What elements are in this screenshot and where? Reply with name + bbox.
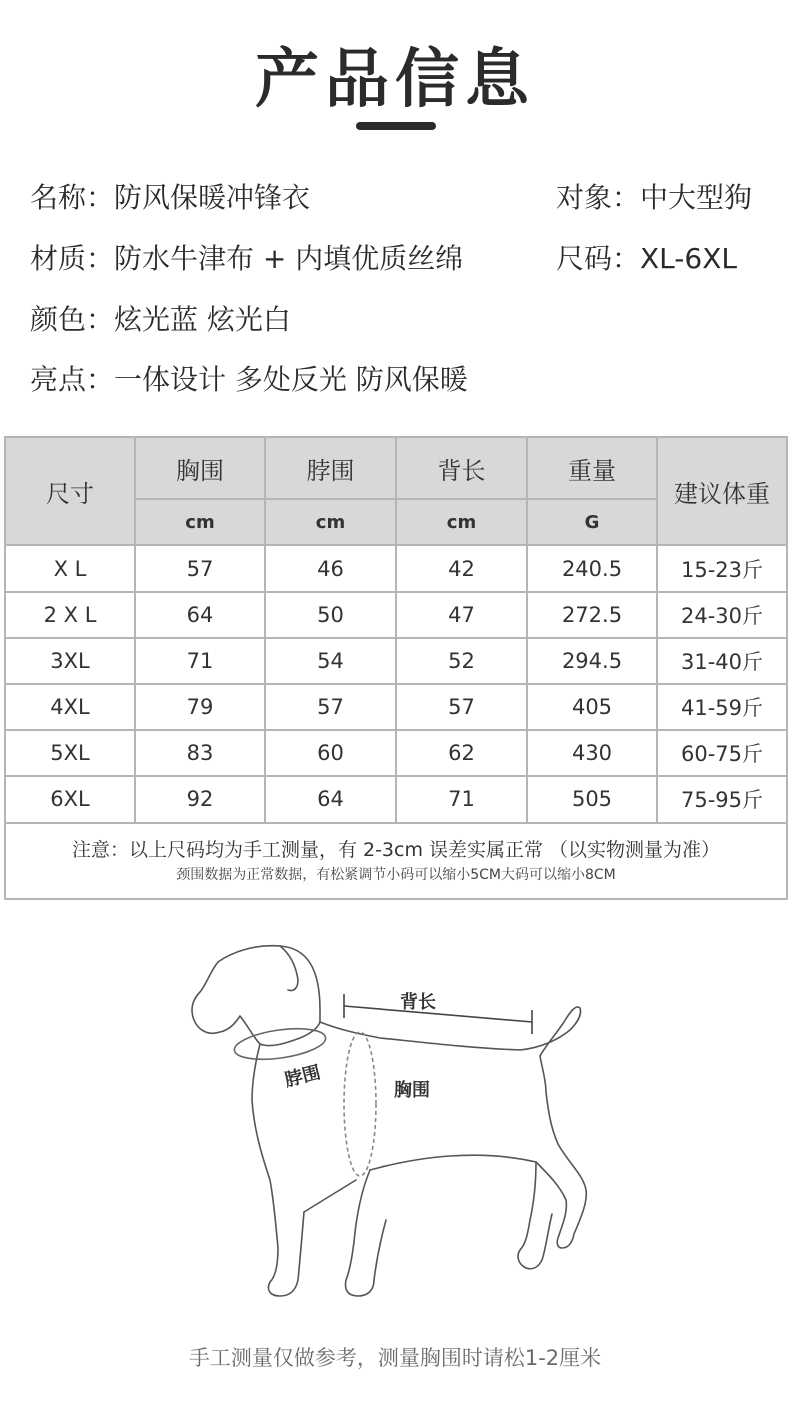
cell-suggest: 15-23斤 bbox=[657, 545, 787, 591]
unit-back: cm bbox=[396, 499, 527, 545]
dog-leg-inner bbox=[304, 1180, 356, 1212]
note-neck: 颈围数据为正常数据，有松紧调节小码可以缩小5CM大码可以缩小8CM bbox=[176, 866, 616, 883]
cell-weight: 430 bbox=[527, 730, 657, 776]
cell-size: 5XL bbox=[5, 730, 135, 776]
unit-weight: G bbox=[527, 499, 657, 545]
info-material: 材质：防水牛津布 + 内填优质丝绵 bbox=[30, 242, 464, 275]
table-row bbox=[5, 592, 787, 638]
dog-belly bbox=[370, 1155, 536, 1170]
dog-hind-leg bbox=[518, 1162, 552, 1269]
cell-chest: 83 bbox=[135, 730, 265, 776]
cell-neck: 57 bbox=[265, 684, 396, 730]
cell-back: 57 bbox=[396, 684, 527, 730]
header-size: 尺寸 bbox=[5, 437, 135, 545]
info-highlight: 亮点：一体设计 多处反光 防风保暖 bbox=[30, 363, 468, 396]
table-row bbox=[5, 545, 787, 591]
note-measure: 注意：以上尺码均为手工测量，有 2-3cm 误差实属正常 （以实物测量为准） bbox=[71, 839, 721, 862]
cell-chest: 79 bbox=[135, 684, 265, 730]
back-measure-line bbox=[344, 1006, 532, 1022]
cell-neck: 46 bbox=[265, 545, 396, 591]
cell-size: 3XL bbox=[5, 638, 135, 684]
info-name: 名称：防风保暖冲锋衣 bbox=[30, 181, 311, 214]
cell-suggest: 60-75斤 bbox=[657, 730, 787, 776]
cell-back: 47 bbox=[396, 592, 527, 638]
page-title: 产品信息 bbox=[255, 43, 535, 117]
header-weight: 重量 bbox=[527, 437, 657, 499]
size-table bbox=[4, 436, 788, 900]
cell-back: 42 bbox=[396, 545, 527, 591]
cell-suggest: 24-30斤 bbox=[657, 592, 787, 638]
table-row bbox=[5, 730, 787, 776]
info-color: 颜色：炫光蓝 炫光白 bbox=[30, 303, 291, 336]
table-note bbox=[5, 823, 787, 899]
dog-outline bbox=[192, 946, 320, 1046]
cell-back: 52 bbox=[396, 638, 527, 684]
cell-size: 4XL bbox=[5, 684, 135, 730]
cell-back: 62 bbox=[396, 730, 527, 776]
cell-weight: 294.5 bbox=[527, 638, 657, 684]
cell-neck: 54 bbox=[265, 638, 396, 684]
table-row bbox=[5, 684, 787, 730]
header-chest: 胸围 bbox=[135, 437, 265, 499]
header-suggest: 建议体重 bbox=[657, 437, 787, 545]
cell-weight: 272.5 bbox=[527, 592, 657, 638]
cell-size: 2 X L bbox=[5, 592, 135, 638]
cell-size: X L bbox=[5, 545, 135, 591]
info-target: 对象：中大型狗 bbox=[556, 181, 753, 214]
neck-label: 脖围 bbox=[282, 1062, 323, 1092]
cell-back: 71 bbox=[396, 776, 527, 822]
footer-note: 手工测量仅做参考，测量胸围时请松1-2厘米 bbox=[188, 1346, 602, 1370]
cell-weight: 405 bbox=[527, 684, 657, 730]
cell-weight: 240.5 bbox=[527, 545, 657, 591]
cell-suggest: 41-59斤 bbox=[657, 684, 787, 730]
back-length-label: 背长 bbox=[400, 992, 436, 1013]
cell-suggest: 75-95斤 bbox=[657, 776, 787, 822]
header-back: 背长 bbox=[396, 437, 527, 499]
cell-suggest: 31-40斤 bbox=[657, 638, 787, 684]
cell-chest: 57 bbox=[135, 545, 265, 591]
info-size: 尺码：XL-6XL bbox=[556, 242, 737, 275]
title-underline bbox=[356, 122, 436, 130]
cell-neck: 60 bbox=[265, 730, 396, 776]
unit-chest: cm bbox=[135, 499, 265, 545]
header-neck: 脖围 bbox=[265, 437, 396, 499]
dog-front-leg bbox=[346, 1170, 387, 1296]
chest-measure-ring bbox=[344, 1032, 376, 1176]
cell-size: 6XL bbox=[5, 776, 135, 822]
dog-back-line bbox=[320, 1007, 586, 1248]
cell-neck: 64 bbox=[265, 776, 396, 822]
table-row bbox=[5, 776, 787, 822]
cell-chest: 71 bbox=[135, 638, 265, 684]
chest-label: 胸围 bbox=[394, 1080, 430, 1101]
cell-neck: 50 bbox=[265, 592, 396, 638]
cell-chest: 92 bbox=[135, 776, 265, 822]
unit-neck: cm bbox=[265, 499, 396, 545]
cell-weight: 505 bbox=[527, 776, 657, 822]
dog-measure-diagram bbox=[170, 930, 610, 1310]
cell-chest: 64 bbox=[135, 592, 265, 638]
dog-ear bbox=[280, 946, 298, 991]
table-row bbox=[5, 638, 787, 684]
